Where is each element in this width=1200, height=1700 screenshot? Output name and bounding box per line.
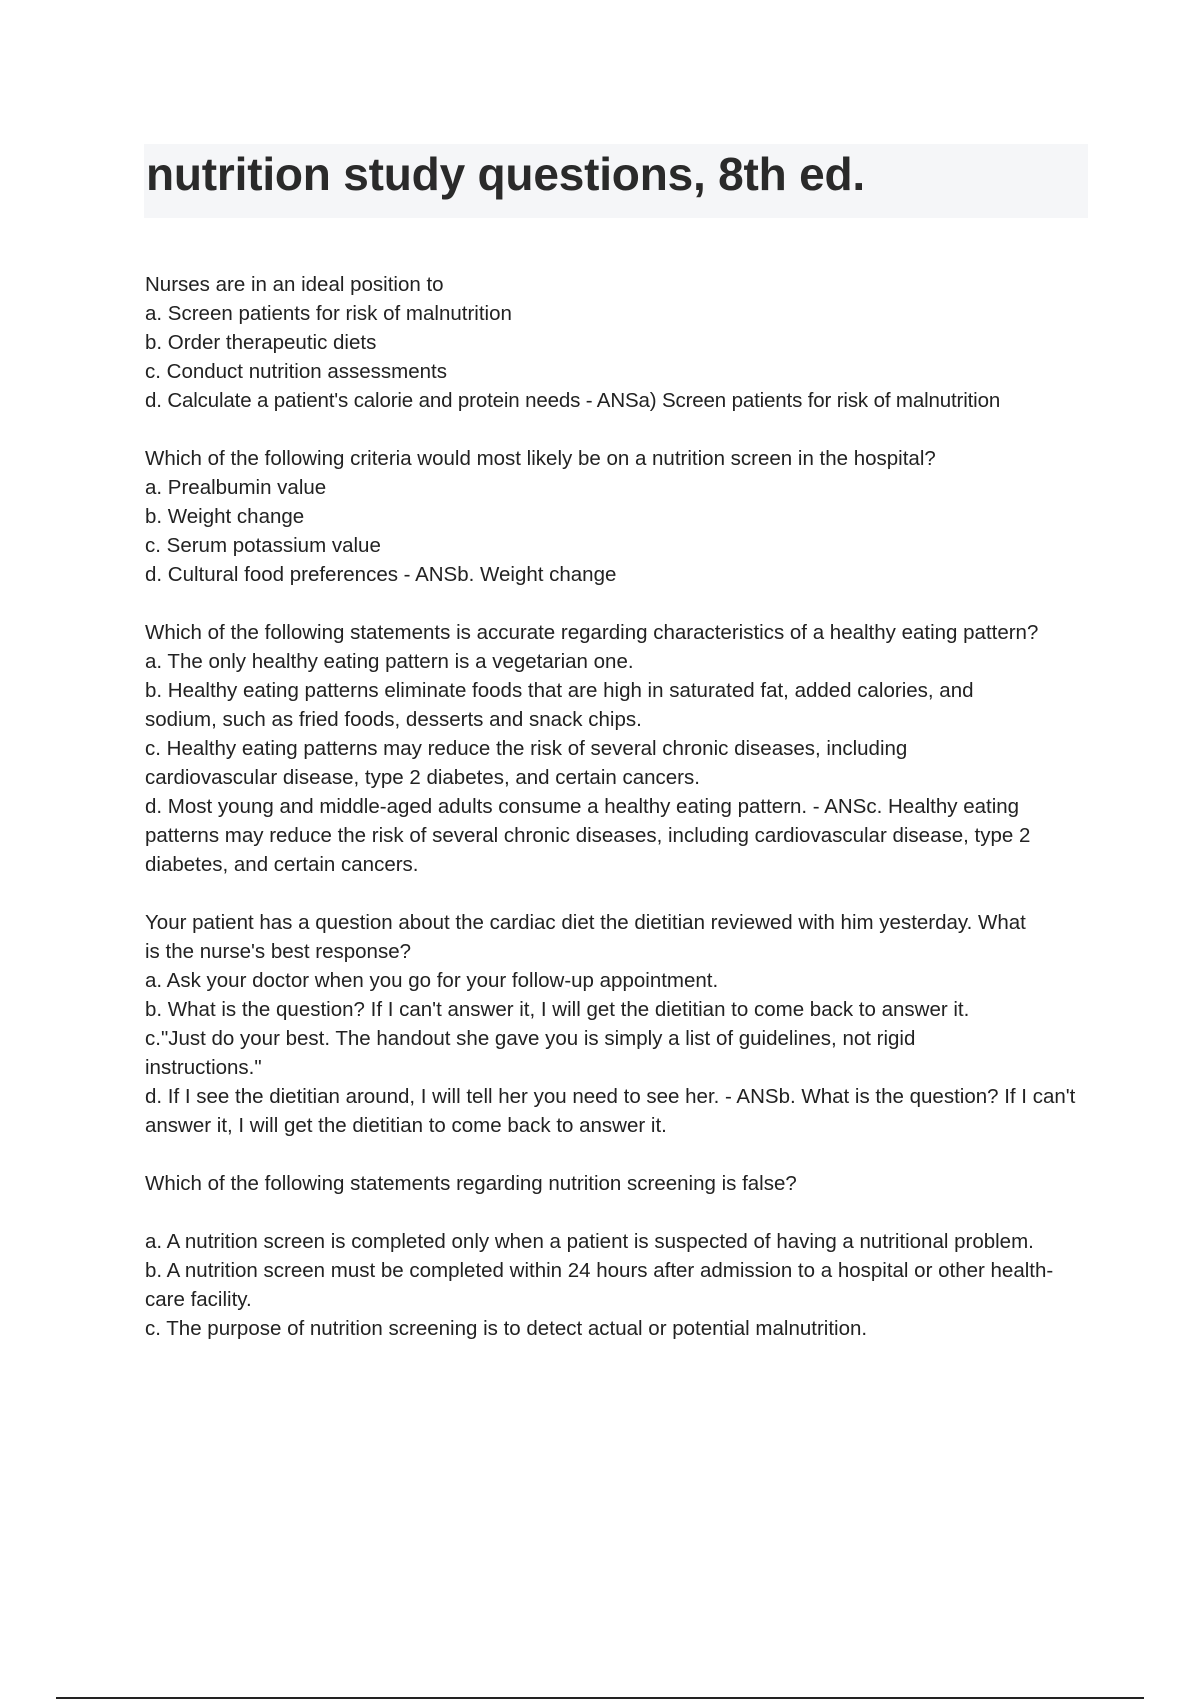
answer-option: b. Weight change [145, 505, 305, 528]
question-stem: Which of the following criteria would most likely be on a nutrition screen in the hospital? [145, 447, 936, 470]
answer-option-with-key: d. Calculate a patient's calorie and protein needs - ANSa) Screen patients for risk of malnutrition [145, 389, 1001, 412]
answer-option: c. Serum potassium value [145, 534, 381, 557]
answer-option: c. The purpose of nutrition screening is to detect actual or potential malnutrition. [145, 1317, 868, 1340]
answer-option: a. Ask your doctor when you go for your follow-up appointment. [145, 969, 719, 992]
answer-option: a. A nutrition screen is completed only when a patient is suspected of having a nutritional problem. [145, 1230, 1034, 1253]
answer-option: a. Screen patients for risk of malnutrition [145, 302, 512, 325]
page-bottom-rule [56, 1697, 1144, 1699]
answer-option: a. The only healthy eating pattern is a vegetarian one. [145, 650, 634, 673]
question-stem: Nurses are in an ideal position to [145, 273, 444, 296]
question-block-2 [145, 444, 1090, 589]
question-block-3 [145, 618, 1045, 879]
question-block-4 [145, 908, 1090, 1140]
answer-option: a. Prealbumin value [145, 476, 327, 499]
answer-option-with-key: d. Cultural food preferences - ANSb. Weight change [145, 563, 617, 586]
answer-option: c. Healthy eating patterns may reduce the risk of several chronic diseases, including cardiovascular disease, type 2 diabetes, and certain cancers. [145, 737, 908, 789]
answer-option: c."Just do your best. The handout she gave you is simply a list of guidelines, not rigid instructions." [145, 1027, 916, 1079]
document-body [145, 270, 1090, 1372]
answer-option-with-key: d. Most young and middle-aged adults consume a healthy eating pattern. - ANSc. Healthy eating patterns may reduce the risk of several chronic diseases, including cardiovascular disease, type 2 diabetes, and certain cancers. [145, 795, 1031, 876]
question-block-1 [145, 270, 1090, 415]
answer-option-with-key: d. If I see the dietitian around, I will tell her you need to see her. - ANSb. What is the question? If I can't answer it, I will get the dietitian to come back to answer it. [145, 1085, 1076, 1137]
answer-option: c. Conduct nutrition assessments [145, 360, 447, 383]
question-block-5 [145, 1169, 1090, 1343]
document-title: nutrition study questions, 8th ed. [146, 148, 865, 200]
answer-option: b. Healthy eating patterns eliminate foods that are high in saturated fat, added calories, and sodium, such as fried foods, desserts and snack chips. [145, 679, 974, 731]
answer-option: b. What is the question? If I can't answer it, I will get the dietitian to come back to answer it. [145, 998, 970, 1021]
question-stem: Your patient has a question about the cardiac diet the dietitian reviewed with him yesterday. What is the nurse's best response? [145, 911, 1026, 963]
answer-option: b. Order therapeutic diets [145, 331, 377, 354]
question-stem: Which of the following statements is accurate regarding characteristics of a healthy eating pattern? [145, 621, 1039, 644]
question-stem: Which of the following statements regarding nutrition screening is false? [145, 1172, 797, 1195]
answer-option: b. A nutrition screen must be completed within 24 hours after admission to a hospital or other health-care facility. [145, 1259, 1054, 1311]
